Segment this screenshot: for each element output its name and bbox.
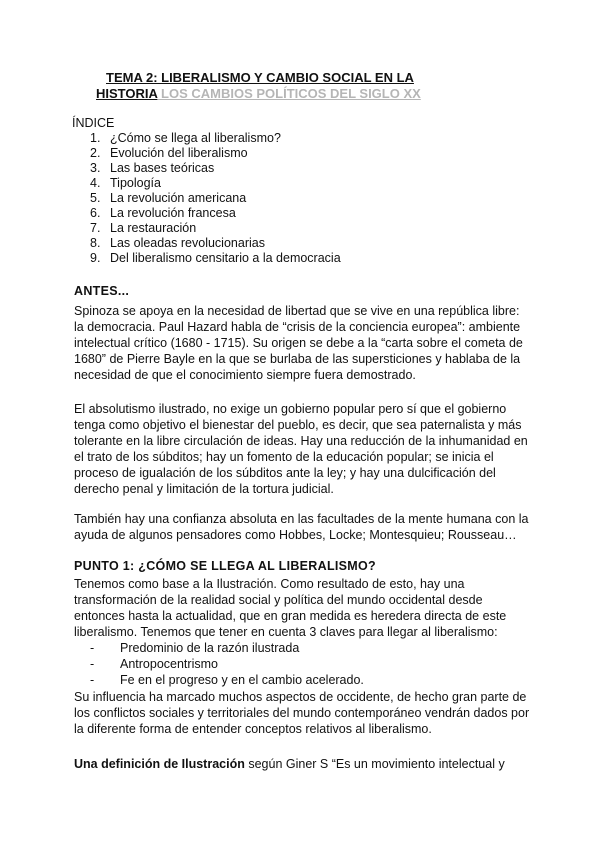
- paragraph-definicion: [74, 756, 530, 772]
- title-line-1: TEMA 2: LIBERALISMO Y CAMBIO SOCIAL EN LA: [106, 70, 414, 85]
- index-item-label: Evolución del liberalismo: [110, 146, 248, 160]
- section-heading-punto1: PUNTO 1: ¿CÓMO SE LLEGA AL LIBERALISMO?: [74, 559, 376, 573]
- index-item-label: La revolución americana: [110, 191, 247, 205]
- index-item-label: Del liberalismo censitario a la democracia: [110, 251, 341, 265]
- index-item-number: 4.: [90, 176, 101, 190]
- claves-item: [90, 640, 364, 656]
- title-line-2: HISTORIA: [96, 86, 158, 101]
- index-item: [90, 131, 341, 146]
- index-item: [90, 191, 341, 206]
- document-title: [96, 70, 516, 102]
- index-item: [90, 146, 341, 161]
- index-item: [90, 251, 341, 266]
- dash-bullet: -: [90, 673, 95, 687]
- index-item-number: 2.: [90, 146, 101, 160]
- index-item-number: 6.: [90, 206, 101, 220]
- index-item-label: Las bases teóricas: [110, 161, 215, 175]
- index-item-number: 8.: [90, 236, 101, 250]
- claves-item: [90, 656, 364, 672]
- definicion-rest: según Giner S “Es un movimiento intelectual y: [244, 757, 505, 771]
- paragraph-ilustracion: Tenemos como base a la Ilustración. Como resultado de esto, hay una transformación de la realidad social y política del mundo occidental desde entonces hasta la actualidad, que en gran medida es heredera directa de este liberalismo. Tenemos que tener en cuenta 3 claves para llegar al liberalismo:: [74, 577, 507, 639]
- claves-item-label: Fe en el progreso y en el cambio acelerado.: [120, 673, 364, 687]
- index-item: [90, 236, 341, 251]
- paragraph-confianza: También hay una confianza absoluta en las facultades de la mente humana con la ayuda de algunos pensadores como Hobbes, Locke; Montesquieu; Rousseau…: [74, 512, 529, 542]
- index-item-label: Tipología: [110, 176, 161, 190]
- paragraph-influencia: Su influencia ha marcado muchos aspectos de occidente, de hecho gran parte de los conflictos sociales y territoriales del mundo contemporáneo vendrán dados por la diferente forma de entender conceptos relativos al liberalismo.: [74, 690, 530, 736]
- index-item: [90, 176, 341, 191]
- index-item-number: 7.: [90, 221, 101, 235]
- index-item: [90, 221, 341, 236]
- index-item-number: 9.: [90, 251, 101, 265]
- dash-bullet: -: [90, 641, 95, 655]
- index-item-number: 3.: [90, 161, 101, 175]
- claves-list: [90, 640, 364, 688]
- index-item-label: ¿Cómo se llega al liberalismo?: [110, 131, 281, 145]
- paragraph-absolutismo: El absolutismo ilustrado, no exige un gobierno popular pero sí que el gobierno tenga como objetivo el bienestar del pueblo, es decir, que sea paternalista y más tolerante en la libre circulación de ideas. Hay una reducción de la inhumanidad en el trato de los súbditos; hay un fomento de la educación popular; se inicia el proceso de igualación de los súbditos ante la ley; y hay una dulcificación del derecho penal y limitación de la tortura judicial.: [74, 402, 528, 496]
- claves-item-label: Antropocentrismo: [120, 657, 218, 671]
- section-heading-antes: ANTES...: [74, 284, 130, 298]
- claves-item-label: Predominio de la razón ilustrada: [120, 641, 300, 655]
- document-subtitle: LOS CAMBIOS POLÍTICOS DEL SIGLO XX: [157, 86, 421, 101]
- index-item: [90, 161, 341, 176]
- definicion-bold: Una definición de Ilustración: [74, 757, 245, 771]
- claves-item: [90, 672, 364, 688]
- dash-bullet: -: [90, 657, 95, 671]
- index-heading: ÍNDICE: [72, 116, 115, 130]
- index-item-label: La restauración: [110, 221, 197, 235]
- index-item-label: La revolución francesa: [110, 206, 236, 220]
- index-item-label: Las oleadas revolucionarias: [110, 236, 265, 250]
- index-item: [90, 206, 341, 221]
- paragraph-spinoza: Spinoza se apoya en la necesidad de libertad que se vive en una república libre: la democracia. Paul Hazard habla de “crisis de la conciencia europea”: ambiente intelectual crítico (1680 - 1715). Su origen se debe a la “carta sobre el cometa de 1680” de Pierre Bayle en la que se burlaba de las supersticiones y hablaba de la necesidad de que el conocimiento siempre fuera demostrado.: [74, 304, 523, 382]
- index-list: [90, 131, 341, 266]
- index-item-number: 1.: [90, 131, 101, 145]
- index-item-number: 5.: [90, 191, 101, 205]
